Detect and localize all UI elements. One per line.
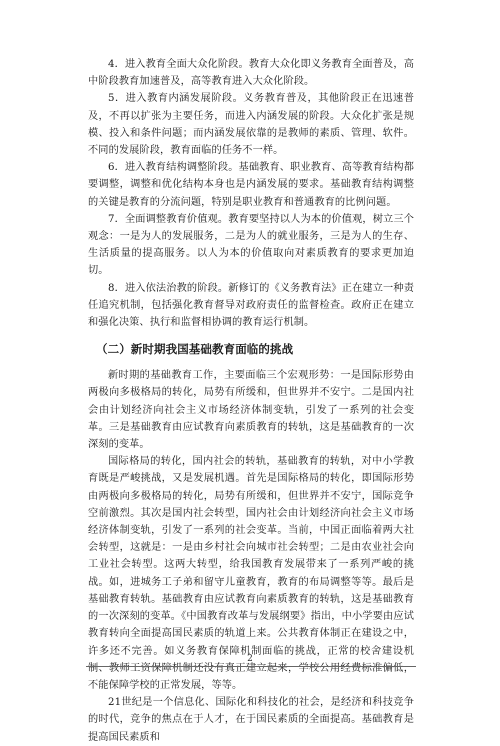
body-text (88, 56, 414, 746)
paragraph-stage-5: 5．进入教育内涵发展阶段。义务教育普及，其他阶段正在迅速普及，不再以扩张为主要任务，而进入内涵发展的阶段。大众化扩张是规模、投入和条件问题；而内涵发展依靠的是教师的素质、管理、软件。不同的发展阶段，教育面临的任务不一样。 (88, 93, 414, 157)
paragraph-21st-century: 21世纪是一个信息化、国际化和科技化的社会，是经济和科技竞争的时代，竞争的焦点在于人才，在于国民素质的全面提高。基础教育是提高国民素质和 (88, 697, 414, 743)
paragraph-macro-situation: 新时期的基础教育工作，主要面临三个宏观形势：一是国际形势由两极向多极格局的转化，局势有所缓和，但世界并不安宁。二是国内社会由计划经济向社会主义市场经济体制变轨，引发了一系列的社会变革。三是基础教育由应试教育向素质教育的转轨，这是基础教育的一次深刻的变革。 (88, 370, 414, 451)
paragraph-stage-7: 7．全面调整教育价值观。教育要坚持以人为本的价值观，树立三个观念：一是为人的发展服务，二是为人的就业服务，三是为人的生存、生活质量的提高服务。以人为本的价值取向对素质教育的要求更加迫切。 (88, 213, 414, 277)
paragraph-stage-4: 4．进入教育全面大众化阶段。教育大众化即义务教育全面普及，高中阶段教育加速普及，高等教育进入大众化阶段。 (88, 59, 414, 88)
page-number: 2 (247, 654, 253, 664)
paragraph-stage-6: 6．进入教育结构调整阶段。基础教育、职业教育、高等教育结构都要调整，调整和优化结构本身也是内涵发展的要求。基础教育结构调整的关键是教育的分流问题，特别是职业教育和普通教育的比例问题。 (88, 162, 414, 208)
section-heading: （二）新时期我国基础教育面临的挑战 (96, 342, 294, 357)
paragraph-transformation: 国际格局的转化，国内社会的转轨，基础教育的转轨，对中小学教育既是严峻挑战，又是发展机遇。首先是国际格局的转化，即国际形势由两极向多极格局的转化，局势有所缓和，但世界并不安宁，国际竞争空前激烈。其次是国内社会转型，国内社会由计划经济向社会主义市场经济体制变轨，引发了一系列的社会变革。当前，中国正面临着两大社会转型，这就是：一是由乡村社会向城市社会转型；二是由农业社会向工业社会转型。这两大转型，给我国教育发展带来了一系列严峻的挑战。如，进城务工子弟和留守儿童教育，教育的布局调整等等。最后是基础教育转轨。基础教育由应试教育向素质教育的转轨，这是基础教育的一次深刻的变革。《中国教育改革与发展纲要》指出，中小学要由应试教育转向全面提高国民素质的轨道上来。公共教育体制正在建设之中，许多还不完善。如义务教育保障机制面临的挑战，正常的校舍建设机制、教师工资保障机制还没有真正建立起来，学校公用经费标准偏低，不能保障学校的正常发展，等等。 (88, 456, 414, 691)
footer-divider (86, 666, 416, 667)
paragraph-stage-8: 8．进入依法治教的阶段。新修订的《义务教育法》正在建立一种责任追究机制，包括强化教育督导对政府责任的监督检查。政府正在建立和强化决策、执行和监督相协调的教育运行机制。 (88, 282, 414, 329)
